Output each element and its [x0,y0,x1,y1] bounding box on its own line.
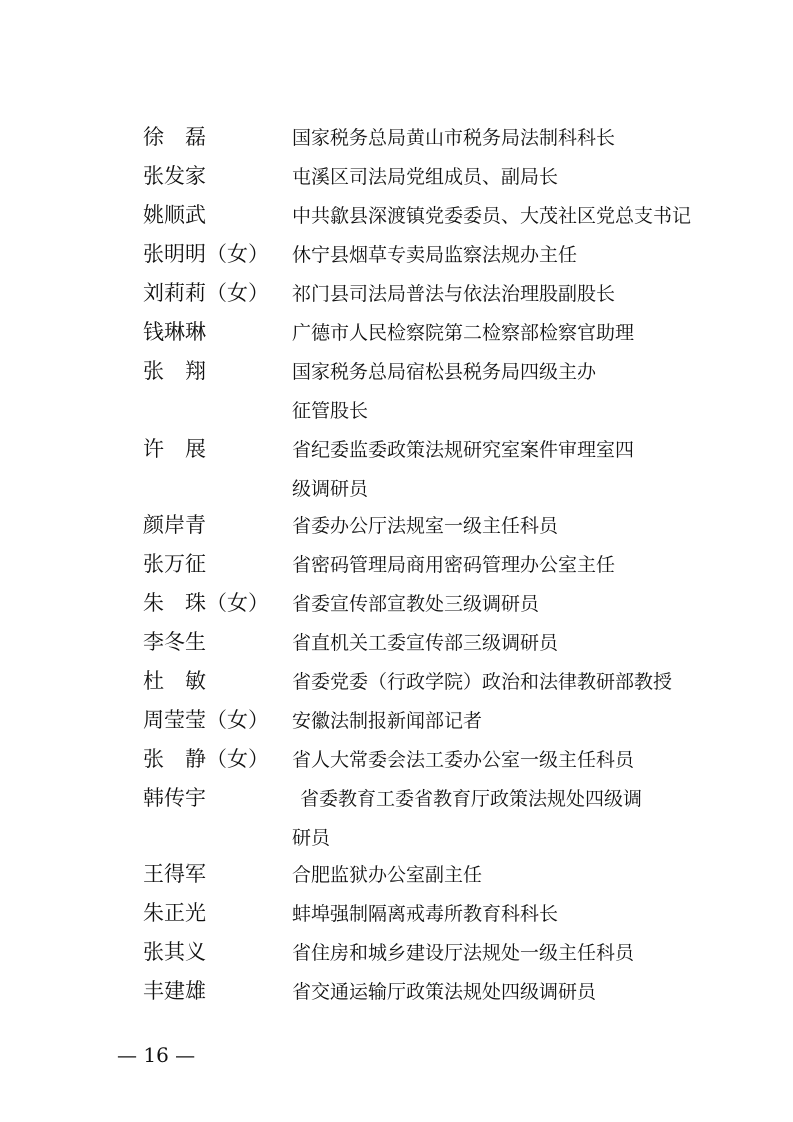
person-title [292,780,720,858]
person-name: 朱 珠（女） [143,591,269,615]
person-name: 张万征 [143,552,206,576]
title-line: 省交通运输厅政策法规处四级调研员 [292,981,597,1003]
title-line: 国家税务总局黄山市税务局法制科科长 [292,127,616,149]
person-title [292,624,712,663]
person-title [292,546,712,585]
title-line: 省纪委监委政策法规研究室案件审理室四 [292,439,635,461]
title-line: 级调研员 [292,478,369,500]
title-line: 省委党委（行政学院）政治和法律教研部教授 [292,671,673,693]
person-title [292,702,712,741]
title-line: 合肥监狱办公室副主任 [292,864,483,886]
person-title [292,856,712,895]
title-line: 屯溪区司法局党组成员、副局长 [292,166,559,188]
person-title [292,119,712,158]
title-line: 休宁县烟草专卖局监察法规办主任 [292,244,578,266]
title-line: 征管股长 [292,400,369,422]
title-line: 省委办公厅法规室一级主任科员 [292,515,559,537]
person-name: 丰建雄 [143,979,206,1003]
title-line: 安徽法制报新闻部记者 [292,710,483,732]
person-name: 许 展 [143,437,206,461]
person-name: 钱琳琳 [143,320,206,344]
page-number: — 16 — [117,1043,196,1067]
person-title [292,741,712,780]
person-name: 韩传宇 [143,786,206,810]
title-line: 省直机关工委宣传部三级调研员 [292,632,559,654]
person-name: 徐 磊 [143,125,206,149]
person-title [292,314,712,353]
person-name: 李冬生 [143,630,206,654]
title-line: 省住房和城乡建设厅法规处一级主任科员 [292,942,635,964]
title-line: 祁门县司法局普法与依法治理股副股长 [292,283,616,305]
person-name: 张明明（女） [143,242,269,266]
person-name: 颜岸青 [143,513,206,537]
person-title [292,507,712,546]
person-title [292,431,712,509]
person-name: 姚顺武 [143,203,206,227]
title-line: 广德市人民检察院第二检察部检察官助理 [292,322,635,344]
person-title [292,197,712,236]
person-title [292,663,712,702]
person-title [292,353,712,431]
title-line: 蚌埠强制隔离戒毒所教育科科长 [292,903,559,925]
person-title [292,895,712,934]
title-line: 中共歙县深渡镇党委委员、大茂社区党总支书记 [292,205,692,227]
title-line: 研员 [292,827,331,849]
title-line: 省委宣传部宣教处三级调研员 [292,593,540,615]
person-title [292,158,712,197]
person-name: 张 翔 [143,359,206,383]
person-name: 王得军 [143,862,206,886]
title-line: 国家税务总局宿松县税务局四级主办 [292,361,597,383]
title-line: 省密码管理局商用密码管理办公室主任 [292,554,616,576]
person-title [292,973,712,1012]
person-name: 朱正光 [143,901,206,925]
person-name: 张 静（女） [143,747,269,771]
person-title [292,934,712,973]
person-name: 刘莉莉（女） [143,281,269,305]
title-line: 省人大常委会法工委办公室一级主任科员 [292,749,635,771]
person-name: 张发家 [143,164,206,188]
person-title [292,585,712,624]
person-name: 杜 敏 [143,669,206,693]
person-title [292,275,712,314]
title-line: 省委教育工委省教育厅政策法规处四级调 [300,788,643,810]
person-title [292,236,712,275]
person-name: 周莹莹（女） [143,708,269,732]
person-name: 张其义 [143,940,206,964]
